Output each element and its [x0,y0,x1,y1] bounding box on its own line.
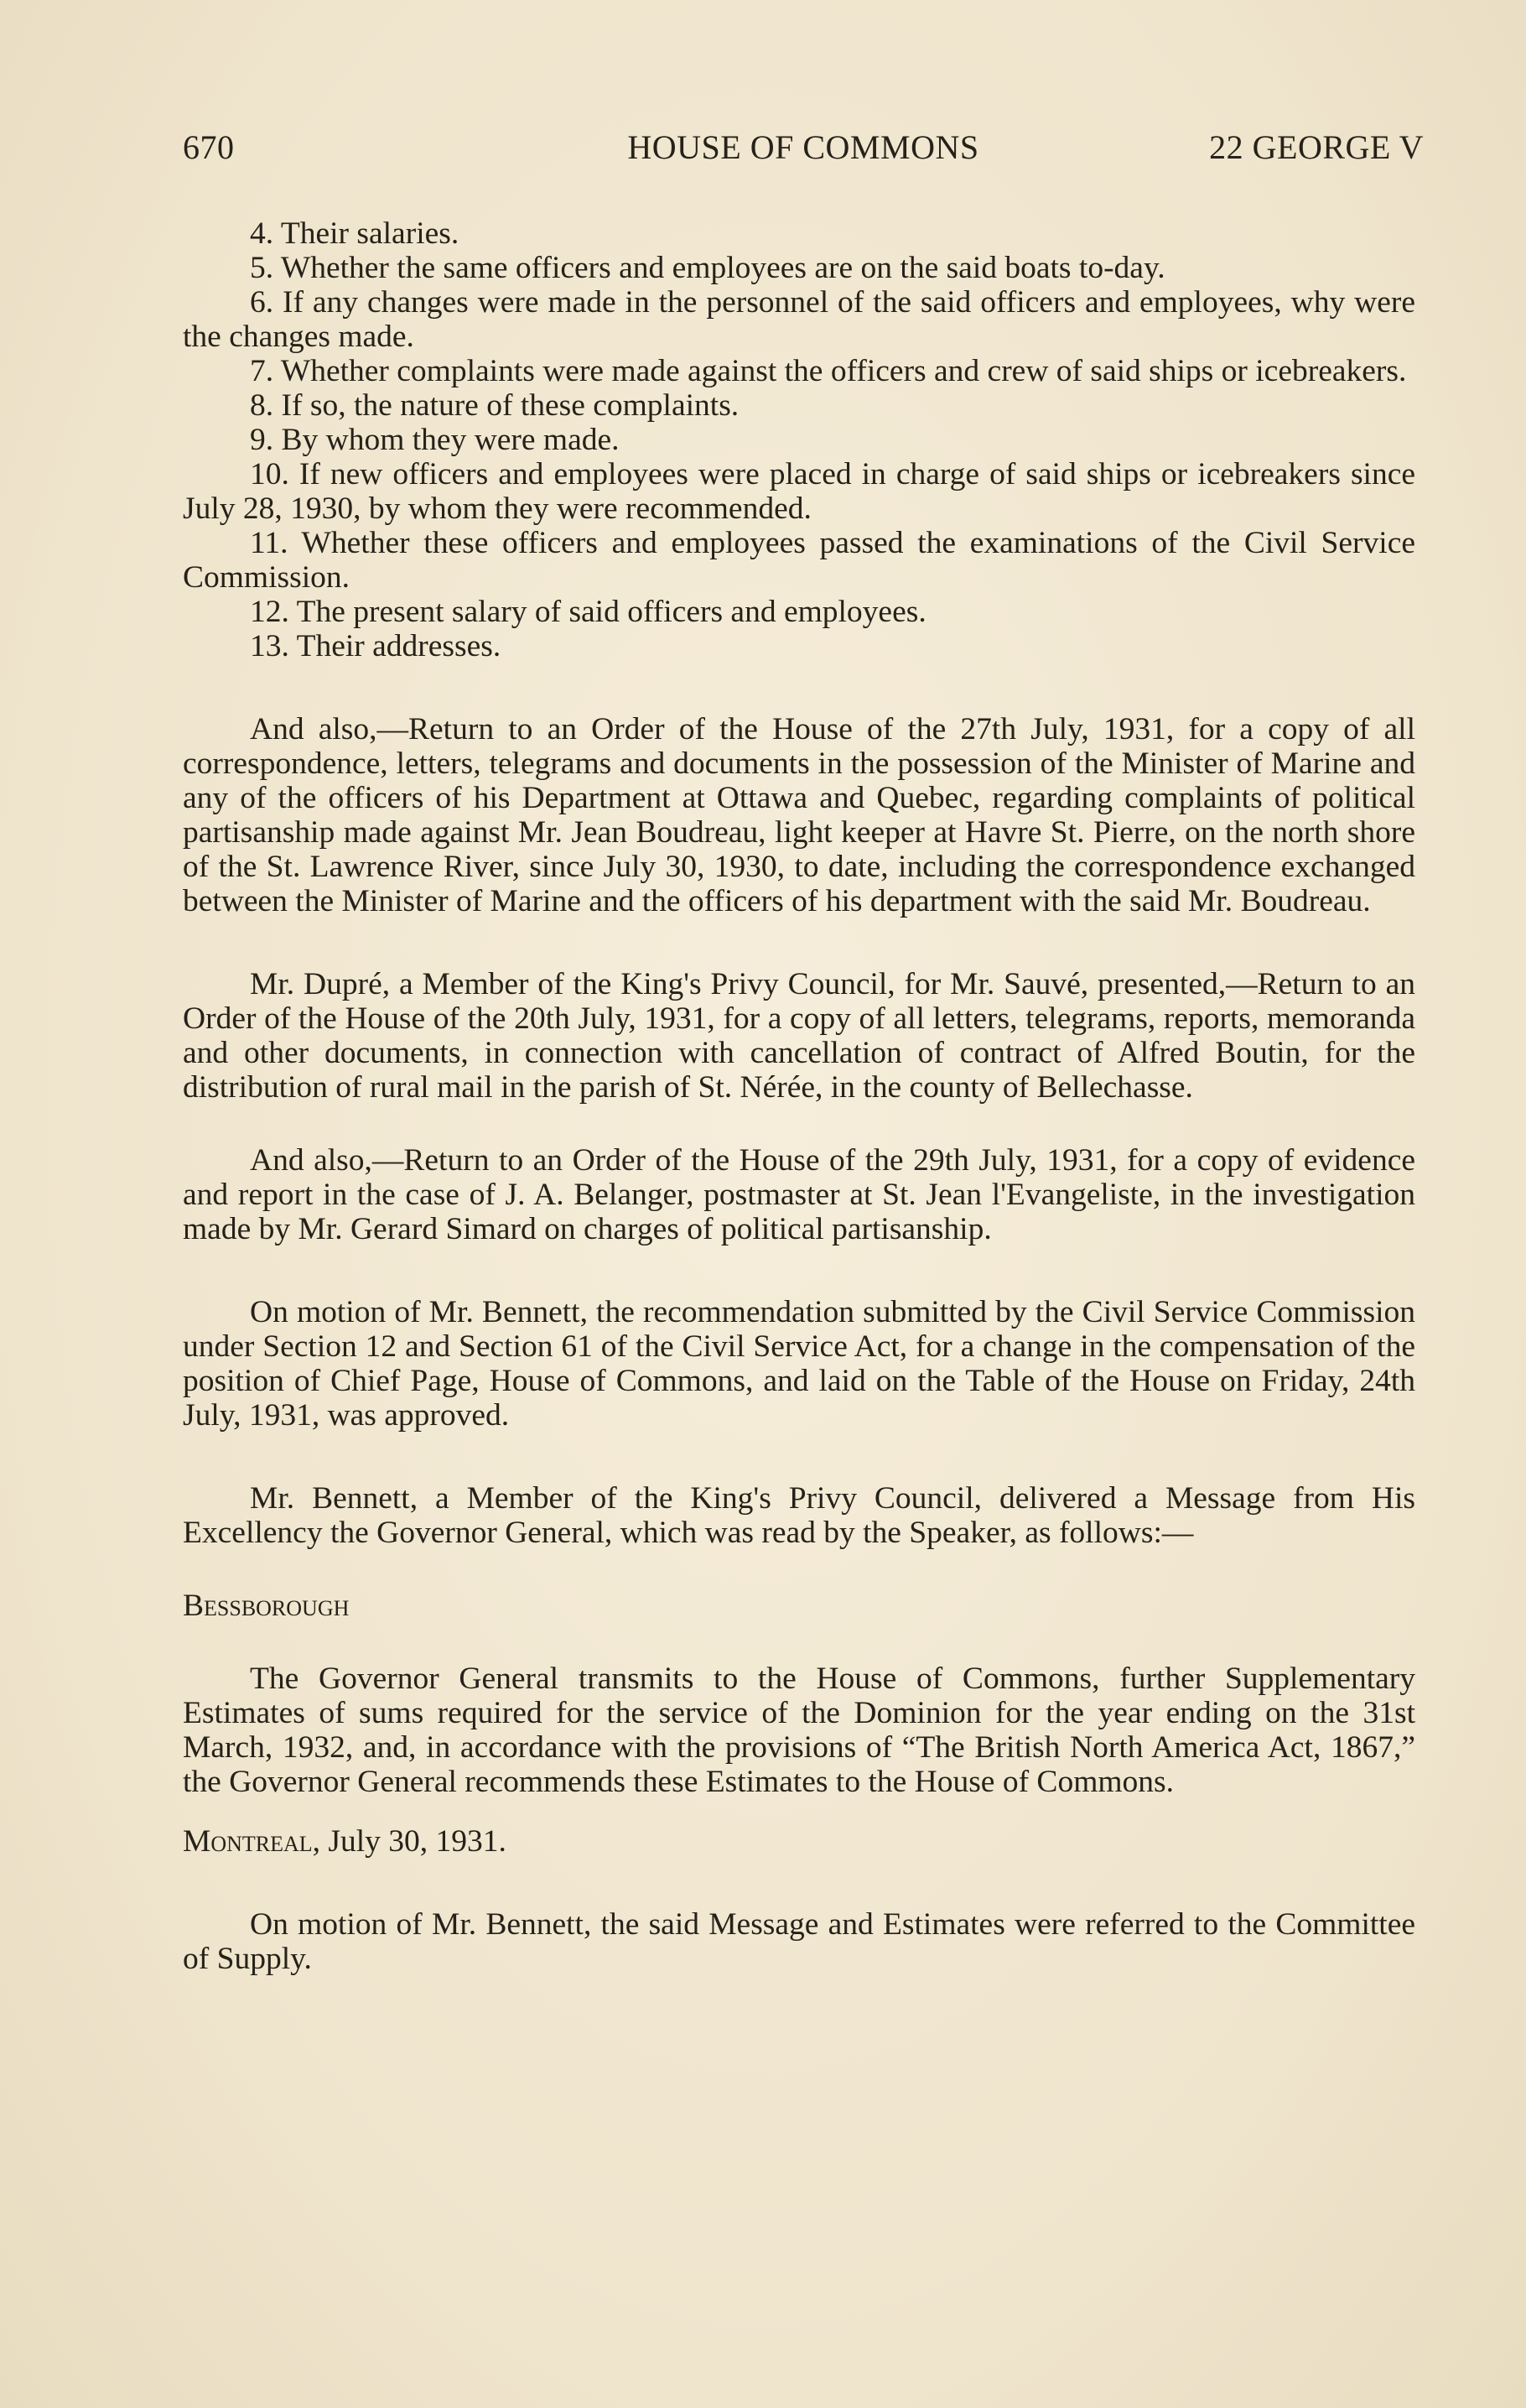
bennett-message-paragraph: Mr. Bennett, a Member of the King's Privy Council, delivered a Message from His Excellency the Governor General, which was read by the Speaker, as follows:— [183,1481,1415,1550]
motion-supply-paragraph: On motion of Mr. Bennett, the said Message and Estimates were referred to the Committee of Supply. [183,1907,1415,1976]
page-number: 670 [183,128,235,166]
place-date-line [183,1824,1415,1859]
page-body [183,216,1415,1976]
list-item: 12. The present salary of said officers and employees. [250,595,926,629]
list-item: 10. If new officers and employees were placed in charge of said ships or icebreakers since July 28, 1930, by whom they were recommended. [183,457,1415,526]
list-item: 5. Whether the same officers and employees are on the said boats to-day. [250,251,1165,285]
list-item: 11. Whether these officers and employees passed the examinations of the Civil Service Commission. [183,526,1415,595]
page-header [183,127,1424,178]
dupre-boutin-paragraph: Mr. Dupré, a Member of the King's Privy Council, for Mr. Sauvé, presented,—Return to an Order of the House of the 20th July, 1931, for a copy of all letters, telegrams, reports, memoranda and other documents, in connection with cancellation of contract of Alfred Boutin, for the distribution of rural mail in the parish of St. Nérée, in the county of Bellechasse. [183,967,1415,1105]
return-belanger-paragraph: And also,—Return to an Order of the House of the 29th July, 1931, for a copy of evidence and report in the case of J. A. Belanger, postmaster at St. Jean l'Evangeliste, in the investigation made by Mr. Gerard Simard on charges of political partisanship. [183,1143,1415,1246]
list-item: 6. If any changes were made in the personnel of the said officers and employees, why were the changes made. [183,285,1415,354]
place-name: Montreal, [183,1824,321,1859]
list-item: 9. By whom they were made. [250,423,620,457]
list-item: 13. Their addresses. [250,629,501,663]
motion-civil-service-paragraph: On motion of Mr. Bennett, the recommendation submitted by the Civil Service Commission under Section 12 and Section 61 of the Civil Service Act, for a change in the compensation of the position of Chief Page, House of Commons, and laid on the Table of the House on Friday, 24th July, 1931, was approved. [183,1295,1415,1433]
page-title: HOUSE OF COMMONS [627,128,979,166]
return-boudreau-paragraph: And also,—Return to an Order of the House of the 27th July, 1931, for a copy of all correspondence, letters, telegrams and documents in the possession of the Minister of Marine and any of the officers of his Department at Ottawa and Quebec, regarding complaints of political partisanship made against Mr. Jean Boudreau, light keeper at Havre St. Pierre, on the north shore of the St. Lawrence River, since July 30, 1930, to date, including the correspondence exchanged between the Minister of Marine and the officers of his department with the said Mr. Boudreau. [183,712,1415,918]
list-item: 4. Their salaries. [250,216,459,251]
regnal-year: 22 GEORGE V [1209,128,1424,166]
governor-message-paragraph: The Governor General transmits to the House of Commons, further Supplementary Estimates of sums required for the service of the Dominion for the year ending on the 31st March, 1932, and, in accordance with the provisions of “The British North America Act, 1867,” the Governor General recommends these Estimates to the House of Commons. [183,1662,1415,1799]
message-date: July 30, 1931. [328,1824,506,1859]
list-item: 7. Whether complaints were made against the officers and crew of said ships or icebreakers. [250,354,1407,388]
list-item: 8. If so, the nature of these complaints. [250,388,740,423]
signature-bessborough: Bessborough [183,1589,350,1623]
